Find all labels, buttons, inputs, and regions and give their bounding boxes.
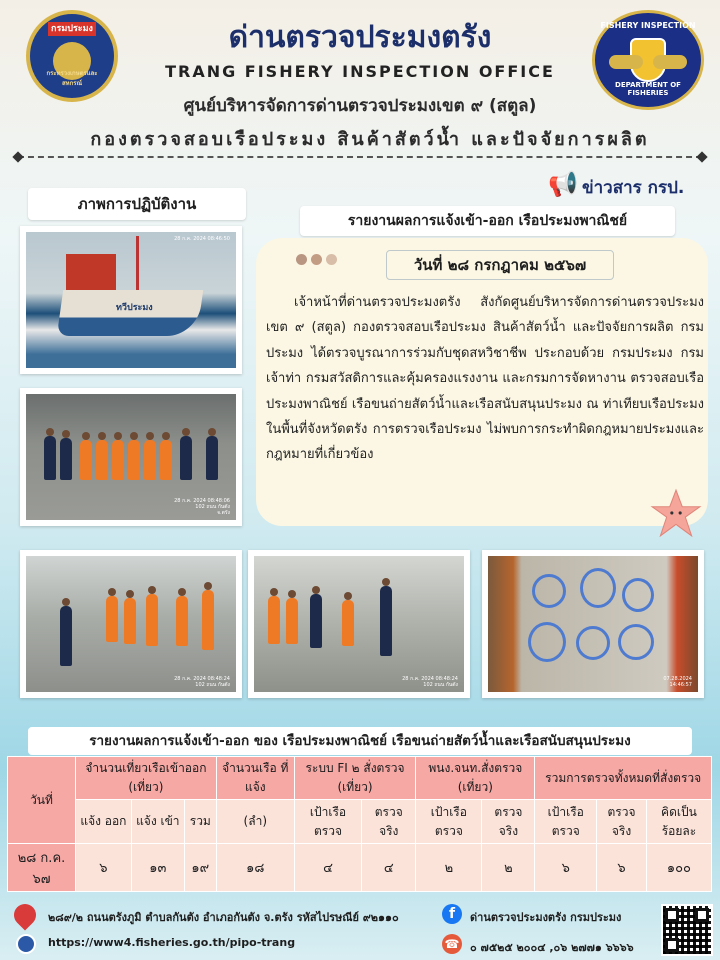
cell-date: ๒๘ ก.ค. ๖๗ [8, 844, 76, 892]
cell-officer-target: ๒ [416, 844, 482, 892]
cell-boats: ๑๘ [216, 844, 294, 892]
photo-timestamp: 28 ก.ค. 2024 08:48:24 102 ถนน กันตัง [174, 676, 230, 688]
starfish-icon [650, 488, 702, 540]
subheader-total-target: เป้าเรือ ตรวจ [535, 800, 597, 844]
photo-inspection-1 [20, 550, 242, 698]
col-header-officer: พนง.จนท.สั่งตรวจ (เที่ยว) [416, 757, 535, 800]
page-title-english: TRANG FISHERY INSPECTION OFFICE [165, 62, 555, 81]
photo-timestamp: 28 ก.ค. 2024 08:48:24 102 ถนน กันตัง [402, 676, 458, 688]
divider [18, 156, 702, 158]
report-table [7, 756, 712, 892]
table-row [8, 844, 712, 892]
subtitle-division: กองตรวจสอบเรือประมง สินค้าสัตว์น้ำ และปัจจัยการผลิต [90, 129, 650, 150]
subheader-officer-actual: ตรวจ จริง [482, 800, 535, 844]
cell-fi-actual: ๔ [362, 844, 416, 892]
news-badge [548, 168, 698, 200]
section-label-photos: ภาพการปฏิบัติงาน [28, 188, 246, 220]
cell-sum: ๑๙ [184, 844, 216, 892]
qr-code[interactable] [661, 904, 713, 956]
subheader-fi-actual: ตรวจ จริง [362, 800, 416, 844]
photo-timestamp: 28 ก.ค. 2024 08:46:50 [174, 236, 230, 242]
decorative-dots [296, 250, 341, 269]
news-label: ข่าวสาร กรป. [582, 178, 685, 198]
cell-fi-target: ๔ [294, 844, 361, 892]
cell-total-actual: ๖ [597, 844, 647, 892]
logo-right-bottom-text: DEPARTMENT OF FISHERIES [615, 81, 681, 97]
boat-name: ทวีประมง [116, 303, 153, 313]
cell-percent: ๑๐๐ [646, 844, 711, 892]
photo-timestamp: 28 ก.ค. 2024 08:48:06 102 ถนน กันตัง จ.ตรัง [174, 498, 230, 516]
footer-phone: ๐ ๗๕๒๕ ๒๐๐๔ ,๐๖ ๒๗๗๑ ๖๖๖๖ [470, 941, 634, 954]
subheader-sum: รวม [184, 800, 216, 844]
table-title: รายงานผลการแจ้งเข้า-ออก ของ เรือประมงพาณิชย์ เรือขนถ่ายสัตว์น้ำและเรือสนับสนุนประมง [28, 727, 692, 755]
photo-inspection-2 [248, 550, 470, 698]
photo-timestamp: 07.28.2024 14:46:57 [663, 676, 692, 688]
header [0, 0, 720, 160]
report-body: เจ้าหน้าที่ด่านตรวจประมงตรัง สังกัดศูนย์บริหารจัดการด่านตรวจประมง เขต ๙ (สตูล) กองตรวจสอบเรือประมง สินค้าสัตว์น้ำ และปัจจัยการผลิต กรมประมง ได้ตรวจบูรณาการร่วมกับชุดสหวิชาชีพ ประกอบด้วย กรมประมง กรมเจ้าท่า กรมสวัสดิการและคุ้มครองแรงงาน และกรมการจัดหางาน ตรวจสอบเรือประมงพาณิชย์ เรือขนถ่ายสัตว์น้ำและเรือสนับสนุนประมง ณ ท่าเทียบเรือประมงในพื้นที่จังหวัดตรัง การตรวจเรือประมง ไม่พบการกระทำผิดกฎหมายประมงและกฎหมายที่เกี่ยวข้อง [266, 295, 704, 463]
col-header-boats: จำนวนเรือ ที่แจ้ง [216, 757, 294, 800]
wing-icon [609, 55, 643, 69]
subheader-fi-target: เป้าเรือ ตรวจ [294, 800, 361, 844]
subheader-unit: (ลำ) [216, 800, 294, 844]
logo-right-top-text: FISHERY INSPECTION [600, 21, 696, 30]
facebook-icon[interactable]: f [442, 904, 462, 924]
report-card [256, 238, 708, 526]
fishery-inspection-logo [592, 10, 704, 110]
col-header-trips: จำนวนเที่ยวเรือเข้าออก (เที่ยว) [76, 757, 217, 800]
subheader-officer-target: เป้าเรือ ตรวจ [416, 800, 482, 844]
footer-facebook-link[interactable]: ด่านตรวจประมงตรัง กรมประมง [470, 911, 622, 924]
col-header-fi2: ระบบ FI ๒ สั่งตรวจ (เที่ยว) [294, 757, 415, 800]
report-date: วันที่ ๒๘ กรกฎาคม ๒๕๖๗ [386, 250, 614, 280]
subheader-in: แจ้ง เข้า [131, 800, 184, 844]
phone-icon: ☎ [442, 934, 462, 954]
logo-left-ring-text: กระทรวงเกษตรและสหกรณ์ [46, 70, 98, 87]
department-of-fisheries-logo [26, 10, 118, 102]
footer-website-link[interactable]: https://www4.fisheries.go.th/pipo-trang [48, 936, 296, 949]
photo-boat [20, 226, 242, 374]
cell-officer-actual: ๒ [482, 844, 535, 892]
photo-crew-lineup [20, 388, 242, 526]
globe-icon [16, 934, 36, 954]
page-title: ด่านตรวจประมงตรัง [228, 20, 492, 55]
subheader-total-actual: ตรวจ จริง [597, 800, 647, 844]
subheader-percent: คิดเป็น ร้อยละ [646, 800, 711, 844]
subtitle-center: ศูนย์บริหารจัดการด่านตรวจประมงเขต ๙ (สตูล) [183, 96, 537, 116]
logo-left-label: กรมประมง [48, 22, 96, 36]
location-pin-icon [9, 899, 40, 930]
col-header-total: รวมการตรวจทั้งหมดที่สั่งตรวจ [535, 757, 712, 800]
col-header-date: วันที่ [8, 757, 76, 844]
cell-in: ๑๓ [131, 844, 184, 892]
photo-fish-hold [482, 550, 704, 698]
cell-out: ๖ [76, 844, 132, 892]
subheader-out: แจ้ง ออก [76, 800, 132, 844]
footer [0, 898, 720, 960]
cell-total-target: ๖ [535, 844, 597, 892]
section-label-report: รายงานผลการแจ้งเข้า-ออก เรือประมงพาณิชย์ [300, 206, 675, 236]
footer-address: ๒๘๙/๒ ถนนตรังภูมิ ตำบลกันตัง อำเภอกันตัง จ.ตรัง รหัสไปรษณีย์ ๙๒๑๑๐ [48, 911, 399, 924]
megaphone-icon: 📢 [548, 170, 578, 198]
wing-icon [653, 55, 687, 69]
